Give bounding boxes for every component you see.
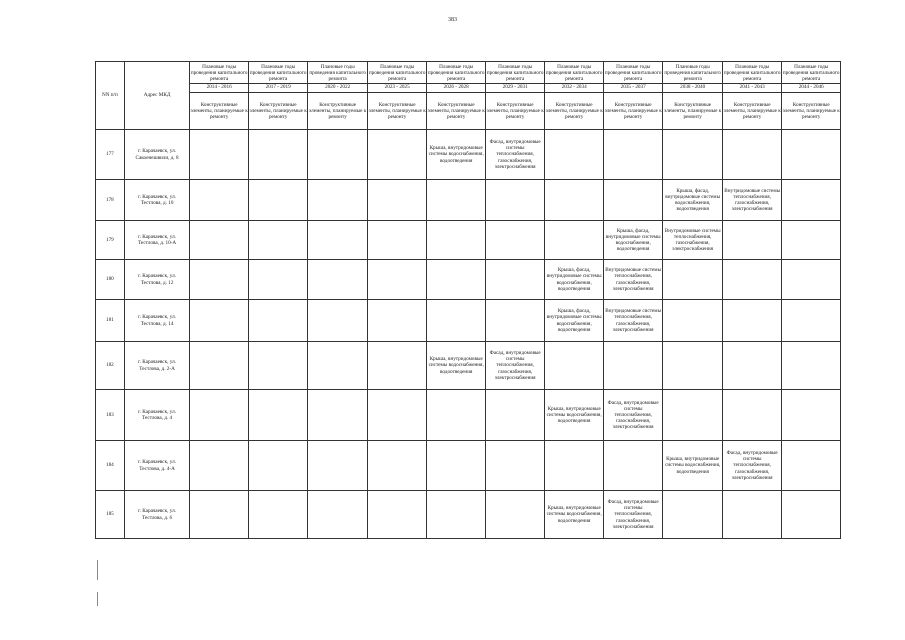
work-cell (545, 180, 603, 221)
header-elements-10 (722, 93, 782, 130)
address-city-street: г. Карачаевск, ул. (138, 193, 176, 200)
table-row (96, 441, 841, 491)
row-address (124, 441, 190, 491)
work-cell (427, 260, 485, 300)
period-heading-label: Плановые годы проведения капитального ремонта (486, 63, 544, 82)
work-cell (190, 390, 248, 441)
period-years: 2041 - 2043 (723, 83, 782, 90)
row-address (124, 390, 190, 441)
period-heading-label: Плановые годы проведения капитального ремонта (190, 63, 248, 82)
work-cell (663, 342, 723, 390)
header-period-1 (190, 62, 248, 93)
planned-works: Крыша, внутридомовые системы водоснабжения, водоотведения (546, 505, 602, 524)
planned-works: Внутридомовые системы теплоснабжения, газоснабжения, электроснабжения (605, 267, 662, 292)
row-address (124, 130, 190, 180)
work-cell (663, 221, 723, 260)
work-cell (722, 300, 782, 342)
period-heading-label: Плановые годы проведения капитального ремонта (723, 63, 781, 82)
work-cell (545, 260, 603, 300)
table-row (96, 390, 841, 441)
address-city-street: г. Карачаевск, ул. (138, 148, 176, 155)
period-years: 2020 - 2022 (308, 83, 367, 90)
header-period-2 (248, 62, 308, 93)
period-years: 2038 - 2040 (663, 83, 722, 90)
work-cell (545, 491, 603, 539)
header-elements-7 (545, 93, 603, 130)
work-cell (545, 130, 603, 180)
elements-heading-label: Конструктивные элементы, планируемые к ремонту (782, 101, 840, 121)
work-cell (367, 180, 427, 221)
work-cell (782, 441, 841, 491)
work-cell (485, 180, 545, 221)
planned-works: Крыша, фасад, внутридомовые системы водоснабжения, водоотведения (605, 227, 661, 253)
row-number: 185 (96, 491, 125, 539)
planned-works: Крыша, фасад, внутридомовые системы водоснабжения, водоотведения (546, 308, 602, 333)
work-cell (308, 130, 368, 180)
header-elements-11 (782, 93, 841, 130)
row-number: 184 (96, 441, 125, 491)
header-elements-9 (663, 93, 723, 130)
address-city-street: г. Карачаевск, ул. (138, 408, 176, 415)
work-cell (308, 300, 368, 342)
work-cell (722, 130, 782, 180)
planned-works: Крыша, внутридомовые системы водоснабжения, водоотведения (428, 356, 484, 375)
work-cell (248, 130, 308, 180)
work-cell (603, 390, 663, 441)
elements-heading-label: Конструктивные элементы, планируемые к ремонту (545, 101, 603, 121)
period-heading-label: Плановые годы проведения капитального ремонта (368, 63, 426, 82)
header-period-6 (485, 62, 545, 93)
work-cell (663, 180, 723, 221)
row-number: 179 (96, 221, 125, 260)
work-cell (308, 342, 368, 390)
work-cell (663, 130, 723, 180)
work-cell (190, 300, 248, 342)
work-cell (485, 390, 545, 441)
address-city-street: г. Карачаевск, ул. (138, 314, 176, 321)
planned-works: Внутридомовые системы теплоснабжения, газоснабжения, электроснабжения (664, 227, 721, 253)
header-elements-4 (367, 93, 427, 130)
row-address (124, 300, 190, 342)
period-years: 2026 - 2028 (427, 83, 484, 90)
table-row (96, 491, 841, 539)
table-row (96, 342, 841, 390)
work-cell (603, 260, 663, 300)
work-cell (722, 260, 782, 300)
work-cell (248, 441, 308, 491)
header-elements-5 (427, 93, 485, 130)
period-heading-label: Плановые годы проведения капитального ремонта (249, 63, 307, 82)
work-cell (190, 342, 248, 390)
work-cell (248, 300, 308, 342)
header-address (124, 62, 190, 130)
scan-artifact (97, 592, 98, 606)
planned-works: Крыша, фасад, внутридомовые системы водоснабжения, водоотведения (665, 187, 721, 213)
row-number: 182 (96, 342, 125, 390)
header-num-label: NN п/п (101, 92, 118, 99)
period-years: 2029 - 2031 (486, 83, 545, 90)
work-cell (427, 491, 485, 539)
row-address (124, 260, 190, 300)
work-cell (308, 260, 368, 300)
work-cell (722, 221, 782, 260)
work-cell (427, 390, 485, 441)
row-address (124, 342, 190, 390)
planned-works: Крыша, внутридомовые системы водоснабжения, водоотведения (665, 456, 721, 475)
work-cell (367, 130, 427, 180)
work-cell (427, 342, 485, 390)
address-house: Тестлова, д. 4 (141, 415, 173, 421)
period-heading-label: Плановые годы проведения капитального ремонта (604, 63, 662, 82)
work-cell (367, 342, 427, 390)
address-city-street: г. Карачаевск, ул. (138, 273, 176, 280)
work-cell (603, 300, 663, 342)
work-cell (427, 130, 485, 180)
work-cell (722, 441, 782, 491)
work-cell (603, 130, 663, 180)
work-cell (663, 260, 723, 300)
work-cell (248, 221, 308, 260)
work-cell (485, 441, 545, 491)
period-years: 2017 - 2019 (249, 83, 308, 90)
header-elements-1 (190, 93, 248, 130)
work-cell (190, 491, 248, 539)
header-num (96, 62, 125, 130)
elements-heading-label: Конструктивные элементы, планируемые к ремонту (309, 101, 367, 121)
work-cell (367, 491, 427, 539)
row-number: 177 (96, 130, 125, 180)
work-cell (248, 342, 308, 390)
work-cell (485, 342, 545, 390)
header-elements-2 (248, 93, 308, 130)
address-house: Тестлова, д. 10-А (137, 240, 177, 246)
address-house: Сакоенешвили, д. 8 (135, 154, 179, 161)
address-city-street: г. Карачаевск, ул. (138, 359, 176, 366)
elements-heading-label: Конструктивные элементы, планируемые к ремонту (604, 101, 662, 121)
work-cell (427, 300, 485, 342)
work-cell (545, 221, 603, 260)
work-cell (722, 342, 782, 390)
table-row (96, 300, 841, 342)
header-row-periods (96, 62, 841, 93)
header-elements-8 (603, 93, 663, 130)
work-cell (722, 390, 782, 441)
work-cell (485, 300, 545, 342)
header-period-11 (782, 62, 841, 93)
work-cell (782, 221, 841, 260)
work-cell (308, 221, 368, 260)
work-cell (308, 180, 368, 221)
elements-heading-label: Конструктивные элементы, планируемые к ремонту (723, 101, 781, 121)
work-cell (248, 180, 308, 221)
header-elements-3 (308, 93, 368, 130)
header-period-3 (308, 62, 368, 93)
work-cell (603, 342, 663, 390)
address-city-street: г. Карачаевск, ул. (138, 459, 176, 466)
work-cell (782, 342, 841, 390)
table-row (96, 260, 841, 300)
table-row (96, 130, 841, 180)
work-cell (663, 491, 723, 539)
planned-works: Фасад, внутридомовые системы теплоснабжения, газоснабжения, электроснабжения (607, 399, 659, 431)
work-cell (782, 130, 841, 180)
row-address (124, 180, 190, 221)
elements-heading-label: Конструктивные элементы, планируемые к ремонту (368, 101, 426, 121)
row-number: 181 (96, 300, 125, 342)
work-cell (367, 221, 427, 260)
planned-works: Крыша, фасад, внутридомовые системы водоснабжения, водоотведения (546, 267, 602, 292)
work-cell (603, 491, 663, 539)
planned-works: Фасад, внутридомовые системы теплоснабжения, газоснабжения, электроснабжения (489, 139, 541, 170)
work-cell (427, 221, 485, 260)
row-number: 178 (96, 180, 125, 221)
work-cell (782, 260, 841, 300)
period-heading-label: Плановые годы проведения капитального ремонта (664, 63, 721, 82)
header-period-10 (722, 62, 782, 93)
period-heading-label: Плановые годы проведения капитального ремонта (309, 63, 366, 82)
period-years: 2032 - 2034 (545, 83, 602, 90)
planned-works: Крыша, внутридомовые системы водоснабжения, водоотведения (546, 405, 602, 425)
work-cell (190, 441, 248, 491)
work-cell (663, 441, 723, 491)
period-years: 2023 - 2025 (368, 83, 427, 90)
work-cell (190, 180, 248, 221)
work-cell (248, 491, 308, 539)
work-cell (603, 180, 663, 221)
elements-heading-label: Конструктивные элементы, планируемые к ремонту (249, 101, 307, 121)
work-cell (663, 390, 723, 441)
work-cell (367, 300, 427, 342)
address-city-street: г. Карачаевск, ул. (138, 233, 176, 240)
elements-heading-label: Конструктивные элементы, планируемые к ремонту (486, 101, 544, 121)
page-number: 383 (448, 17, 457, 23)
work-cell (190, 130, 248, 180)
table-row (96, 180, 841, 221)
planned-works: Фасад, внутридомовые системы теплоснабжения, газоснабжения, электроснабжения (726, 450, 778, 481)
elements-heading-label: Конструктивные элементы, планируемые к ремонту (190, 101, 248, 121)
capital-repair-schedule-table (95, 61, 841, 539)
elements-heading-label: Конструктивные элементы, планируемые к ремонту (664, 101, 722, 121)
work-cell (485, 130, 545, 180)
work-cell (782, 300, 841, 342)
header-elements-6 (485, 93, 545, 130)
work-cell (545, 441, 603, 491)
work-cell (545, 300, 603, 342)
address-house: Тестлова, д. 12 (140, 279, 174, 286)
period-heading-label: Плановые годы проведения капитального ремонта (427, 63, 485, 82)
address-house: Тестлова, д. 14 (140, 320, 174, 327)
planned-works: Фасад, внутридомовые системы теплоснабжения, газоснабжения, электроснабжения (489, 350, 541, 381)
work-cell (782, 491, 841, 539)
address-house: Тестлова, д. 10 (140, 200, 174, 206)
work-cell (545, 390, 603, 441)
planned-works: Внутридомовые системы теплоснабжения, газоснабжения, электроснабжения (605, 308, 662, 333)
work-cell (367, 441, 427, 491)
work-cell (248, 260, 308, 300)
header-period-7 (545, 62, 603, 93)
period-heading-label: Плановые годы проведения капитального ремонта (545, 63, 603, 82)
work-cell (545, 342, 603, 390)
work-cell (485, 221, 545, 260)
work-cell (485, 260, 545, 300)
work-cell (367, 260, 427, 300)
work-cell (367, 390, 427, 441)
header-period-8 (603, 62, 663, 93)
address-house: Тестлова, д. 6 (141, 514, 173, 521)
elements-heading-label: Конструктивные элементы, планируемые к ремонту (427, 101, 485, 121)
work-cell (722, 491, 782, 539)
header-period-4 (367, 62, 427, 93)
row-number: 180 (96, 260, 125, 300)
work-cell (308, 491, 368, 539)
work-cell (603, 441, 663, 491)
table-row (96, 221, 841, 260)
header-address-label: Адрес МКД (143, 92, 171, 99)
planned-works: Крыша, внутридомовые системы водоснабжения, водоотведения (428, 145, 484, 164)
row-number: 183 (96, 390, 125, 441)
address-house: Тестлова, д. 2-А (139, 365, 175, 372)
work-cell (190, 221, 248, 260)
row-address (124, 491, 190, 539)
period-heading-label: Плановые годы проведения капитального ремонта (782, 63, 840, 82)
scan-artifact (97, 560, 98, 580)
row-address (124, 221, 190, 260)
work-cell (722, 180, 782, 221)
work-cell (427, 441, 485, 491)
planned-works: Внутридомовые системы теплоснабжения, газоснабжения, электроснабжения (724, 187, 781, 213)
header-period-9 (663, 62, 723, 93)
planned-works: Фасад, внутридомовые системы теплоснабжения, газоснабжения, электроснабжения (607, 499, 659, 530)
work-cell (308, 390, 368, 441)
header-period-5 (427, 62, 485, 93)
address-house: Тестлова, д. 4-А (139, 465, 175, 472)
work-cell (603, 221, 663, 260)
work-cell (427, 180, 485, 221)
work-cell (782, 180, 841, 221)
work-cell (308, 441, 368, 491)
work-cell (782, 390, 841, 441)
work-cell (190, 260, 248, 300)
header-row-elements (96, 93, 841, 130)
work-cell (485, 491, 545, 539)
address-city-street: г. Карачаевск, ул. (138, 508, 176, 515)
period-years: 2014 - 2016 (190, 83, 247, 90)
period-years: 2044 - 2046 (782, 83, 840, 90)
period-years: 2035 - 2037 (604, 83, 663, 90)
work-cell (663, 300, 723, 342)
work-cell (248, 390, 308, 441)
